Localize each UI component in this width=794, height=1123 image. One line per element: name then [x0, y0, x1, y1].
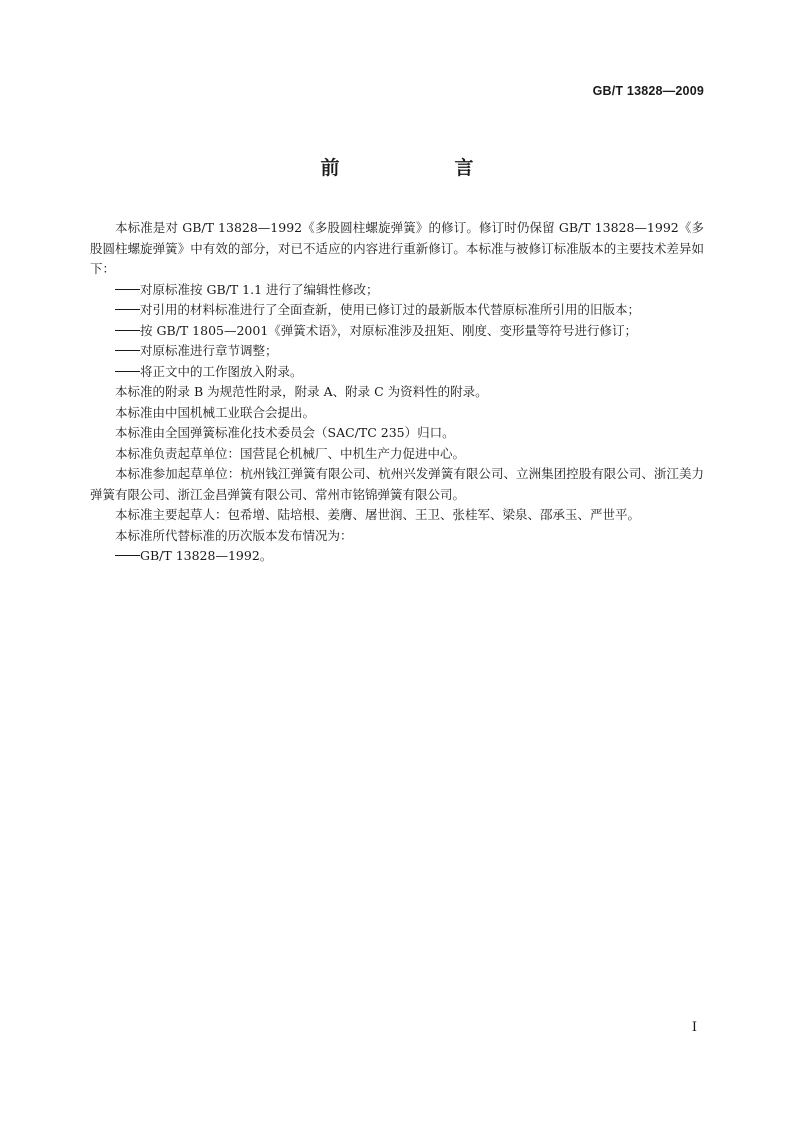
difference-item [90, 280, 704, 301]
difference-item [90, 362, 704, 383]
difference-text: 对引用的材料标准进行了全面查新，使用已修订过的最新版本代替原标准所引用的旧版本； [140, 302, 641, 317]
drafters-statement: 本标准主要起草人：包希增、陆培根、姜膺、屠世润、王卫、张桂军、梁泉、邵承玉、严世平。 [115, 507, 641, 522]
difference-item [90, 341, 704, 362]
difference-text: 将正文中的工作图放入附录。 [140, 363, 303, 379]
drafting-unit-statement: 本标准负责起草单位：国营昆仑机械厂、中机生产力促进中心。 [115, 445, 466, 461]
history-text: GB/T 13828—1992。 [140, 548, 273, 563]
difference-item [90, 300, 704, 321]
dash-mark [115, 555, 140, 556]
dash-mark [115, 309, 140, 310]
committee-statement: 本标准由全国弹簧标准化技术委员会（SAC/TC 235）归口。 [115, 425, 455, 440]
foreword-body [90, 218, 704, 567]
page-number: I [691, 1020, 697, 1035]
dash-mark [115, 330, 140, 331]
intro-paragraph: 本标准是对 GB/T 13828—1992《多股圆柱螺旋弹簧》的修订。修订时仍保留 GB/T 13828—1992《多股圆柱螺旋弹簧》中有效的部分，对已不适应的内容进行重新修订。本标准与被修订标准版本的主要技术差异如下： [90, 220, 704, 276]
participating-units-statement: 本标准参加起草单位：杭州钱江弹簧有限公司、杭州兴发弹簧有限公司、立洲集团控股有限公司、浙江美力弹簧有限公司、浙江金昌弹簧有限公司、常州市铭锦弹簧有限公司。 [90, 466, 704, 502]
history-item [90, 546, 704, 567]
difference-item [90, 321, 704, 342]
difference-text: 对原标准进行章节调整； [140, 343, 278, 358]
dash-mark [115, 350, 140, 351]
difference-text: 按 GB/T 1805—2001《弹簧术语》，对原标准涉及扭矩、刚度、变形量等符号进行修订； [140, 322, 638, 338]
dash-mark [115, 289, 140, 290]
annex-statement: 本标准的附录 B 为规范性附录，附录 A、附录 C 为资料性的附录。 [115, 384, 488, 399]
proposer-statement: 本标准由中国机械工业联合会提出。 [115, 404, 316, 420]
difference-text: 对原标准按 GB/T 1.1 进行了编辑性修改； [140, 281, 379, 297]
dash-mark [115, 371, 140, 372]
history-statement: 本标准所代替标准的历次版本发布情况为： [115, 527, 353, 543]
document-code: GB/T 13828—2009 [592, 84, 704, 98]
page-title: 前 言 [320, 157, 522, 179]
